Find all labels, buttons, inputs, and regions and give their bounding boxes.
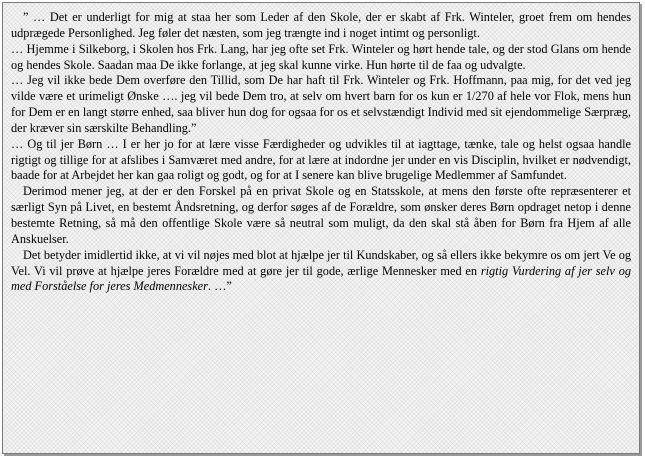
quote-textbox	[2, 2, 640, 454]
paragraph-2: … Hjemme i Silkeborg, i Skolen hos Frk. Lang, har jeg ofte set Frk. Winteler og hørt hende tale, og der stod Glans om hende og hendes Skole. Saadan maa De ikke forlange, at jeg skal kunne virke. Hun hørte til de faa og udvalgte.	[11, 41, 631, 72]
paragraph-6	[11, 248, 631, 296]
quote-text	[11, 10, 631, 295]
paragraph-6-end: . …”	[207, 279, 232, 294]
paragraph-6-italic: rigtig Vurdering af jer selv og med Forståelse for jeres Medmennesker	[11, 263, 631, 294]
paragraph-5: Derimod mener jeg, at der er den Forskel på en privat Skole og en Statsskole, at mens den første ofte repræsenterer et særligt Syn på Livet, en bestemt Åndsretning, og derfor søges af de Forældre, som ønsker deres Børn opdraget netop i denne bestemte Retning, så må den offentlige Skole være så neutral som muligt, da den skal stå åben for Børn fra Hjem af alle Anskuelser.	[11, 184, 631, 246]
paragraph-1: ” … Det er underligt for mig at staa her som Leder af den Skole, der er skabt af Frk. Winteler, groet frem om hendes udprægede Personlighed. Jeg føler det næsten, som jeg trængte ind i noget intimt og personligt.	[11, 10, 631, 40]
paragraph-4: … Og til jer Børn … I er her jo for at lære visse Færdigheder og udvikles til at iagttage, tænke, tale og helst ogsaa handle rigtigt og tillige for at afslibes i Samværet med andre, for at lære at indordne jer under en vis Disciplin, hvilket er nødvendigt, baade for at Arbejdet her kan gaa roligt og godt, og for at I senere kan blive brugelige Medlemmer af Samfundet.	[11, 136, 631, 183]
paragraph-3: … Jeg vil ikke bede Dem overføre den Tillid, som De har haft til Frk. Winteler og Frk. Hoffmann, paa mig, for det ved jeg vilde være et urimeligt Ønske …. jeg vil bede Dem tro, at selv om hvert barn for os kun er 1/270 af hele vor Flok, mens hun for Dem er en langt større enhed, saa bliver hun dog for ogsaa for os et selvstændigt Individ med sit ejendommelige Særpræg, der kræver sin særskilte Behandling.”	[11, 73, 631, 135]
paragraph-6-start: Det betyder imidlertid ikke, at vi vil nøjes med blot at hjælpe jer til Kundskaber, og så ellers ikke bekymre os om jert Ve og Vel. Vi vil prøve at hjælpe jeres Forældre med at gøre jer til gode, ærlige Mennesker med en	[11, 247, 631, 278]
